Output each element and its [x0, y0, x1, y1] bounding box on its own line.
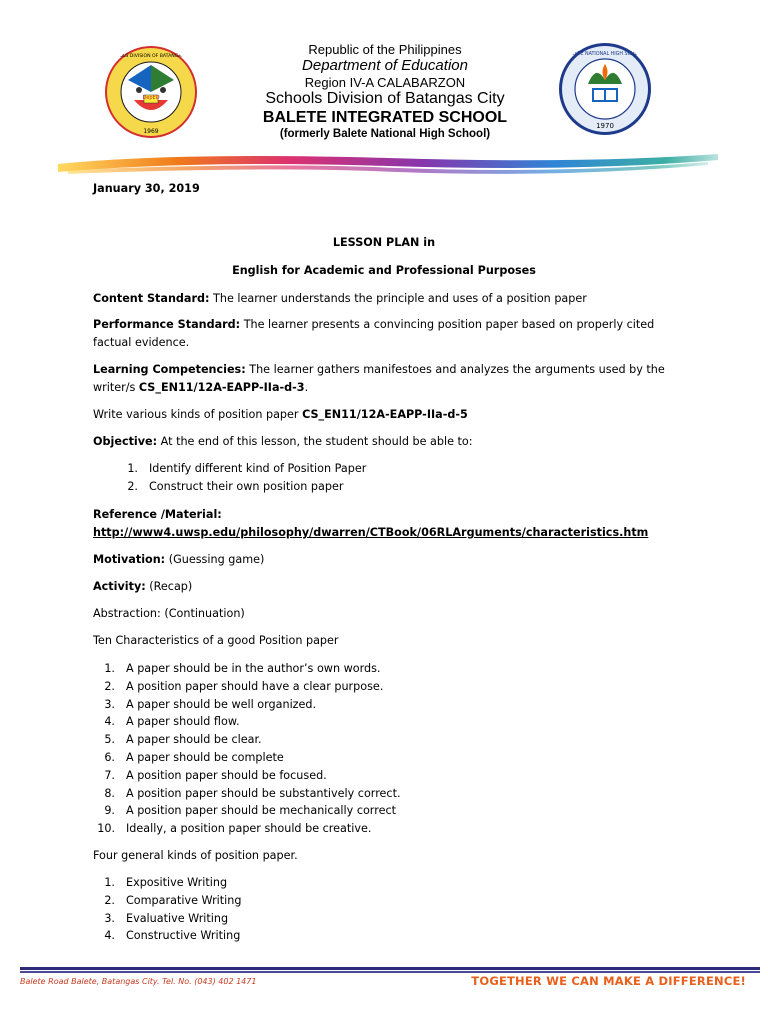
- characteristics-heading: Ten Characteristics of a good Position paper: [93, 634, 339, 647]
- footer-rule-thin: [20, 971, 760, 973]
- activity: Activity: (Recap): [93, 580, 193, 593]
- content-standard: Content Standard: The learner understands the principle and uses of a position paper: [93, 292, 587, 305]
- reference-link[interactable]: http://www4.uwsp.edu/philosophy/dwarren/CTBook/06RLArguments/characteristics.htm: [93, 526, 649, 539]
- list-item: 1. Expositive Writing: [104, 876, 228, 889]
- footer-slogan: TOGETHER WE CAN MAKE A DIFFERENCE!: [471, 974, 746, 988]
- svg-text:SCHOOLS DIVISION OF BATANGAS C: SCHOOLS DIVISION OF BATANGAS CITY: [106, 54, 196, 59]
- list-item: 10. Ideally, a position paper should be creative.: [97, 822, 372, 836]
- svg-text:BALETE NATIONAL HIGH SCHOOL: BALETE NATIONAL HIGH SCHOOL: [565, 52, 645, 57]
- learning-competencies: Learning Competencies: The learner gathers manifestoes and analyzes the arguments used by the: [93, 363, 665, 376]
- list-item: 7. A position paper should be focused.: [104, 768, 327, 782]
- title-lesson-plan: LESSON PLAN in: [332, 236, 436, 249]
- list-item: 5. A paper should be clear.: [104, 733, 262, 747]
- list-item: 2. Comparative Writing: [104, 893, 242, 907]
- performance-standard: Performance Standard: The learner presents a convincing position paper based on properly cited: [93, 318, 655, 331]
- division-line: Schools Division of Batangas City: [265, 90, 505, 108]
- performance-standard-cont: factual evidence.: [93, 336, 190, 349]
- write-line: Write various kinds of position paper CS_EN11/12A-EAPP-IIa-d-5: [93, 408, 468, 421]
- abstraction: Abstraction: (Continuation): [93, 607, 245, 620]
- footer-address: Balete Road Balete, Batangas City. Tel. No. (043) 402 1471: [20, 977, 257, 986]
- school-name: BALETE INTEGRATED SCHOOL: [262, 109, 508, 127]
- list-item: 2. Construct their own position paper: [127, 479, 344, 493]
- formerly-line: (formerly Balete National High School): [279, 128, 491, 141]
- learning-competencies-cont: writer/s CS_EN11/12A-EAPP-IIa-d-3.: [93, 381, 309, 394]
- svg-text:DepED: DepED: [142, 95, 160, 101]
- svg-text:1970: 1970: [596, 122, 614, 130]
- list-item: 4. Constructive Writing: [104, 929, 241, 943]
- footer-rule: [20, 967, 760, 970]
- list-item: 6. A paper should be complete: [104, 750, 284, 764]
- motivation: Motivation: (Guessing game): [93, 553, 265, 566]
- kinds-heading: Four general kinds of position paper.: [93, 849, 298, 862]
- division-seal-icon: [104, 45, 198, 139]
- list-item: 4. A paper should flow.: [104, 715, 240, 729]
- list-item: 1. A paper should be in the author’s own words.: [104, 662, 381, 675]
- list-item: 2. A position paper should have a clear purpose.: [104, 679, 384, 693]
- title-subject: English for Academic and Professional Purposes: [232, 264, 536, 277]
- objective: Objective: At the end of this lesson, the student should be able to:: [93, 435, 473, 448]
- characteristics-list: [93, 660, 401, 838]
- date-line: January 30, 2019: [93, 182, 200, 195]
- department-line: Department of Education: [302, 57, 468, 75]
- region-line: Region IV-A CALABARZON: [304, 75, 466, 91]
- reference-label: Reference /Material:: [93, 508, 222, 521]
- letterhead: [215, 42, 555, 142]
- list-item: 3. A paper should be well organized.: [104, 697, 317, 711]
- list-item: 8. A position paper should be substantively correct.: [104, 786, 401, 800]
- kinds-list: [93, 874, 241, 945]
- republic-line: Republic of the Philippines: [308, 42, 462, 57]
- list-item: 3. Evaluative Writing: [104, 911, 229, 925]
- svg-text:1969: 1969: [143, 128, 159, 135]
- objective-list: [116, 460, 366, 496]
- school-seal-icon: [558, 42, 652, 136]
- list-item: 1. Identify different kind of Position Paper: [127, 462, 367, 475]
- list-item: 9. A position paper should be mechanically correct: [104, 804, 396, 818]
